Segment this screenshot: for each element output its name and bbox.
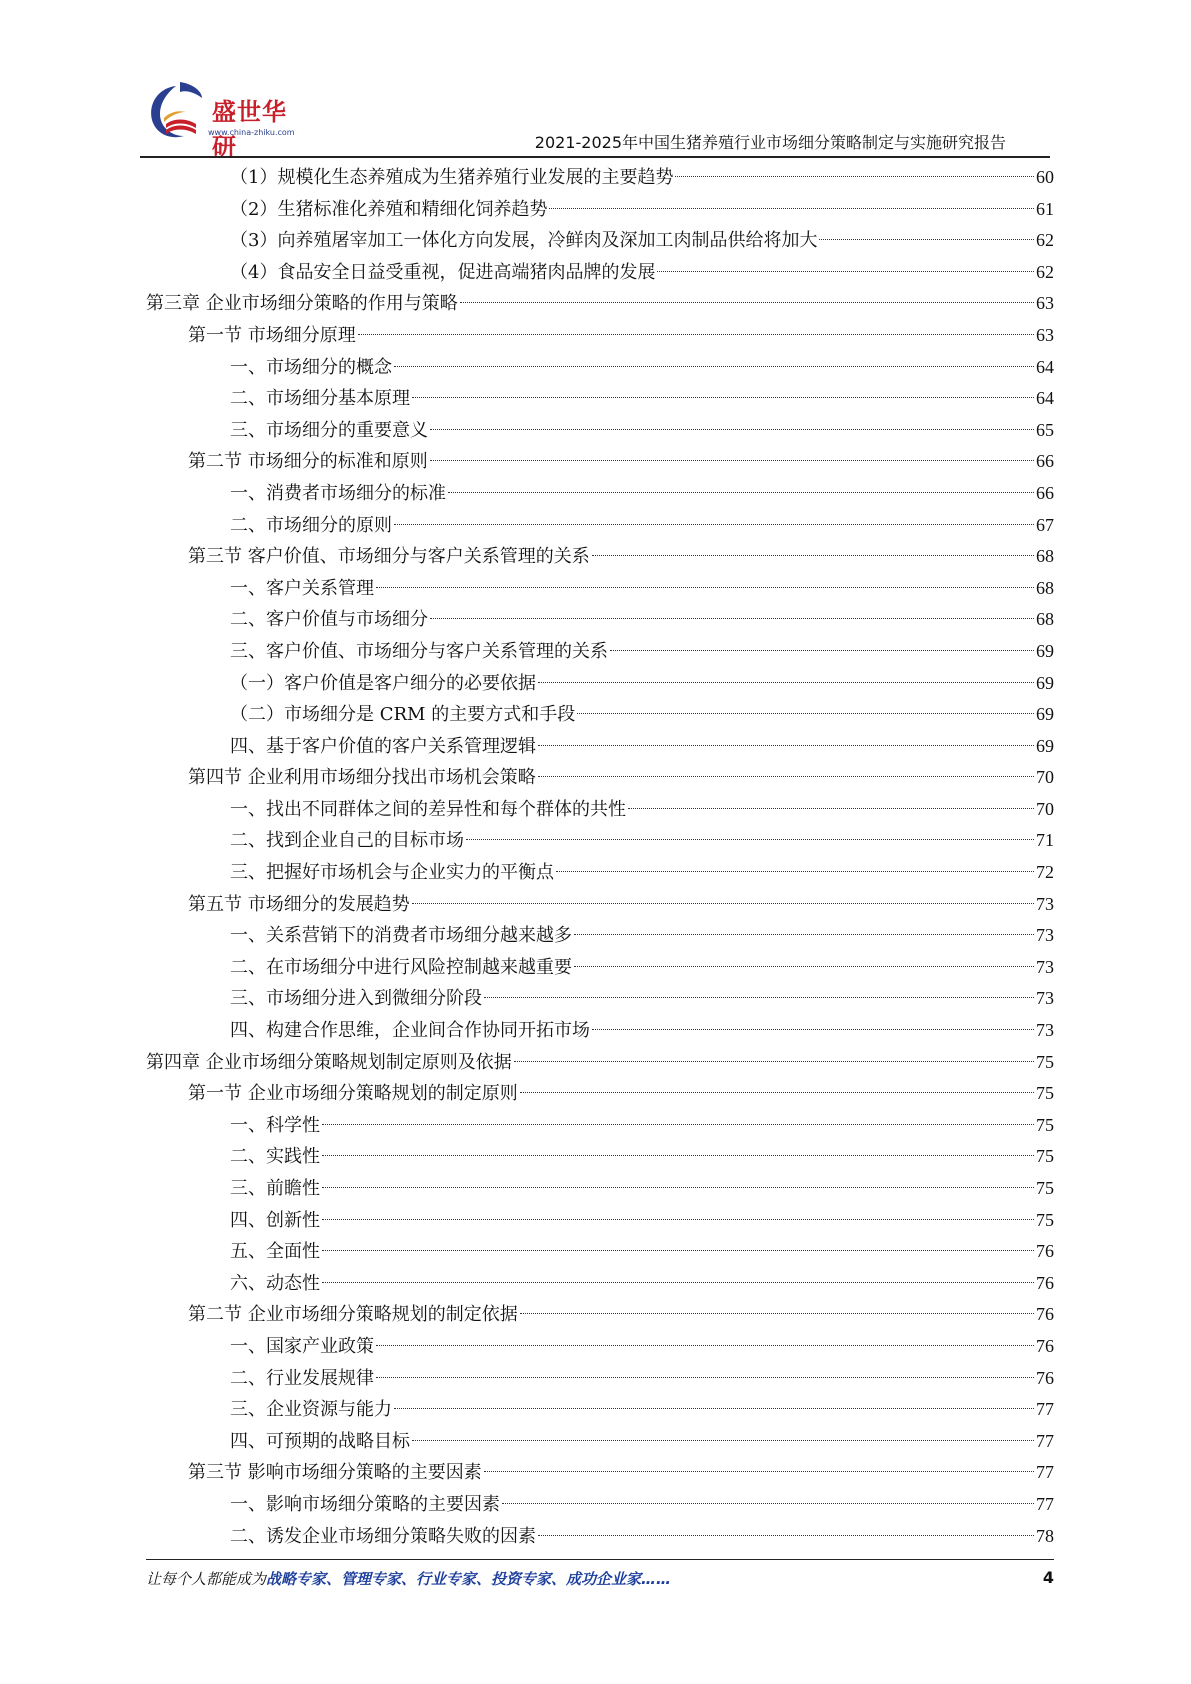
toc-dot-leader (394, 366, 1034, 367)
toc-entry-title: 第四节 企业利用市场细分找出市场机会策略 (188, 767, 536, 789)
toc-entry[interactable] (146, 383, 1054, 415)
toc-entry-title: 二、在市场细分中进行风险控制越来越重要 (230, 956, 572, 978)
toc-entry[interactable] (146, 857, 1054, 889)
toc-entry-page: 68 (1036, 609, 1054, 630)
toc-entry-page: 65 (1036, 419, 1054, 440)
toc-entry[interactable] (146, 1205, 1054, 1237)
toc-dot-leader (430, 429, 1034, 430)
table-of-contents (146, 162, 1054, 1552)
toc-entry-title: （3）向养殖屠宰加工一体化方向发展，冷鲜肉及深加工肉制品供给将加大 (230, 230, 818, 252)
toc-entry-page: 62 (1036, 261, 1054, 282)
toc-dot-leader (412, 903, 1034, 904)
toc-entry-title: （一）客户价值是客户细分的必要依据 (230, 672, 536, 694)
toc-entry-title: 一、消费者市场细分的标准 (230, 482, 446, 504)
toc-entry-page: 75 (1036, 1114, 1054, 1135)
toc-dot-leader (502, 1503, 1034, 1504)
logo-url: www.china-zhiku.com (208, 128, 295, 137)
toc-dot-leader (466, 839, 1034, 840)
toc-entry[interactable] (146, 288, 1054, 320)
toc-dot-leader (819, 239, 1034, 240)
toc-entry-title: 第二节 市场细分的标准和原则 (188, 451, 428, 473)
toc-entry-title: 二、诱发企业市场细分策略失败的因素 (230, 1525, 536, 1547)
toc-entry[interactable] (146, 541, 1054, 573)
toc-entry-page: 77 (1036, 1493, 1054, 1514)
toc-entry-title: 一、科学性 (230, 1114, 320, 1136)
toc-entry-page: 77 (1036, 1430, 1054, 1451)
toc-entry-page: 73 (1036, 893, 1054, 914)
toc-entry[interactable] (146, 1268, 1054, 1300)
toc-entry-page: 76 (1036, 1367, 1054, 1388)
toc-entry[interactable] (146, 1047, 1054, 1079)
logo-emblem-icon (140, 78, 210, 148)
toc-entry-title: 一、客户关系管理 (230, 577, 374, 599)
toc-entry-title: 三、市场细分的重要意义 (230, 419, 428, 441)
toc-entry-title: 三、企业资源与能力 (230, 1399, 392, 1421)
toc-dot-leader (592, 555, 1034, 556)
toc-entry[interactable] (146, 1078, 1054, 1110)
toc-dot-leader (577, 713, 1034, 714)
toc-entry-title: 二、找到企业自己的目标市场 (230, 830, 464, 852)
toc-entry[interactable] (146, 794, 1054, 826)
toc-entry-title: 第三节 客户价值、市场细分与客户关系管理的关系 (188, 546, 590, 568)
toc-entry-title: （4）食品安全日益受重视，促进高端猪肉品牌的发展 (230, 261, 656, 283)
toc-entry[interactable] (146, 1489, 1054, 1521)
toc-entry-page: 73 (1036, 956, 1054, 977)
toc-entry-page: 75 (1036, 1178, 1054, 1198)
toc-entry[interactable] (146, 446, 1054, 478)
toc-dot-leader (376, 1377, 1034, 1378)
toc-dot-leader (675, 176, 1034, 177)
toc-dot-leader (574, 966, 1034, 967)
toc-entry-title: 一、关系营销下的消费者市场细分越来越多 (230, 925, 572, 947)
toc-entry-page: 73 (1036, 925, 1054, 946)
toc-entry-page: 71 (1036, 830, 1054, 851)
toc-entry[interactable] (146, 257, 1054, 289)
toc-entry-title: 一、找出不同群体之间的差异性和每个群体的共性 (230, 798, 626, 820)
toc-entry[interactable] (146, 604, 1054, 636)
toc-entry-page: 69 (1036, 735, 1054, 756)
toc-entry-page: 61 (1036, 198, 1054, 219)
toc-dot-leader (322, 1250, 1034, 1251)
toc-dot-leader (460, 302, 1034, 303)
toc-entry-title: 第五节 市场细分的发展趋势 (188, 893, 410, 915)
toc-dot-leader (322, 1219, 1034, 1220)
toc-entry-page: 63 (1036, 293, 1054, 314)
toc-dot-leader (514, 1061, 1034, 1062)
toc-entry-page: 77 (1036, 1399, 1054, 1420)
toc-dot-leader (322, 1282, 1034, 1283)
toc-dot-leader (376, 587, 1034, 588)
footer-slogan-prefix: 让每个人都能成为 (146, 1570, 267, 1588)
toc-dot-leader (538, 1535, 1034, 1536)
toc-entry-title: 五、全面性 (230, 1241, 320, 1263)
toc-dot-leader (358, 334, 1034, 335)
toc-entry-title: 第一节 企业市场细分策略规划的制定原则 (188, 1083, 518, 1105)
toc-entry-page: 70 (1036, 798, 1054, 819)
toc-entry[interactable] (146, 825, 1054, 857)
toc-entry-page: 76 (1036, 1304, 1054, 1325)
toc-entry[interactable] (146, 1015, 1054, 1047)
toc-entry[interactable] (146, 668, 1054, 700)
page-header (140, 78, 1050, 161)
toc-entry-title: 四、构建合作思维，企业间合作协同开拓市场 (230, 1020, 590, 1042)
toc-dot-leader (657, 271, 1034, 272)
toc-entry-page: 75 (1036, 1146, 1054, 1167)
toc-dot-leader (448, 492, 1034, 493)
toc-entry-title: 四、基于客户价值的客户关系管理逻辑 (230, 735, 536, 757)
toc-entry-title: 二、行业发展规律 (230, 1367, 374, 1389)
toc-entry-page: 63 (1036, 324, 1054, 345)
toc-entry[interactable] (146, 510, 1054, 542)
toc-entry-page: 72 (1036, 862, 1054, 883)
toc-entry-title: 二、客户价值与市场细分 (230, 609, 428, 631)
toc-entry-page: 73 (1036, 988, 1054, 1009)
toc-dot-leader (549, 208, 1034, 209)
toc-entry-title: 六、动态性 (230, 1272, 320, 1294)
toc-dot-leader (538, 776, 1034, 777)
toc-entry[interactable] (146, 352, 1054, 384)
toc-entry-page: 75 (1036, 1209, 1054, 1230)
logo-text: 盛世华研 (212, 98, 287, 161)
toc-entry[interactable] (146, 225, 1054, 257)
toc-entry-page: 64 (1036, 356, 1054, 377)
toc-entry-title: 一、影响市场细分策略的主要因素 (230, 1493, 500, 1515)
toc-entry-page: 68 (1036, 546, 1054, 567)
toc-entry[interactable] (146, 415, 1054, 447)
toc-dot-leader (520, 1092, 1034, 1093)
toc-entry-title: 四、创新性 (230, 1209, 320, 1231)
toc-dot-leader (412, 397, 1034, 398)
toc-entry-page: 69 (1036, 704, 1054, 725)
toc-entry[interactable] (146, 1457, 1054, 1489)
toc-entry-title: 第三节 影响市场细分策略的主要因素 (188, 1462, 482, 1484)
header-divider (140, 156, 1050, 158)
toc-entry-title: 一、国家产业政策 (230, 1335, 374, 1357)
toc-dot-leader (538, 745, 1034, 746)
toc-entry-page: 62 (1036, 230, 1054, 251)
toc-entry[interactable] (146, 731, 1054, 763)
toc-entry-title: 三、客户价值、市场细分与客户关系管理的关系 (230, 640, 608, 662)
toc-entry[interactable] (146, 762, 1054, 794)
toc-entry-title: 第二节 企业市场细分策略规划的制定依据 (188, 1304, 518, 1326)
toc-entry[interactable] (146, 920, 1054, 952)
toc-entry-page: 78 (1036, 1525, 1054, 1546)
toc-entry[interactable] (146, 983, 1054, 1015)
toc-entry-title: （二）市场细分是 CRM 的主要方式和手段 (230, 704, 576, 726)
toc-dot-leader (430, 618, 1034, 619)
toc-entry-title: 三、市场细分进入到微细分阶段 (230, 988, 482, 1010)
toc-dot-leader (322, 1124, 1034, 1125)
toc-entry[interactable] (146, 1141, 1054, 1173)
toc-dot-leader (556, 871, 1034, 872)
toc-entry[interactable] (146, 1363, 1054, 1395)
toc-entry-title: 一、市场细分的概念 (230, 356, 392, 378)
toc-entry-page: 68 (1036, 577, 1054, 598)
toc-entry[interactable] (146, 162, 1054, 194)
toc-dot-leader (538, 682, 1034, 683)
toc-dot-leader (430, 460, 1034, 461)
toc-entry-title: 二、市场细分基本原理 (230, 388, 410, 410)
toc-entry-page: 75 (1036, 1083, 1054, 1104)
toc-entry-page: 76 (1036, 1335, 1054, 1356)
toc-dot-leader (412, 1440, 1034, 1441)
toc-dot-leader (394, 524, 1034, 525)
toc-entry-page: 73 (1036, 1020, 1054, 1041)
toc-entry-page: 69 (1036, 640, 1054, 661)
page-footer (146, 1568, 1054, 1596)
toc-dot-leader (394, 1408, 1034, 1409)
toc-entry[interactable] (146, 194, 1054, 226)
toc-entry-title: 三、把握好市场机会与企业实力的平衡点 (230, 862, 554, 884)
toc-entry-title: 二、市场细分的原则 (230, 514, 392, 536)
toc-entry[interactable] (146, 1426, 1054, 1458)
toc-entry-page: 75 (1036, 1051, 1054, 1072)
page-number: 4 (1042, 1568, 1054, 1587)
toc-dot-leader (376, 1345, 1034, 1346)
toc-entry[interactable] (146, 699, 1054, 731)
toc-dot-leader (484, 997, 1034, 998)
toc-entry-page: 60 (1036, 167, 1054, 187)
toc-dot-leader (322, 1187, 1034, 1188)
toc-entry-title: 第一节 市场细分原理 (188, 324, 356, 346)
toc-entry-title: 第四章 企业市场细分策略规划制定原则及依据 (146, 1051, 512, 1073)
toc-entry[interactable] (146, 889, 1054, 921)
toc-entry-page: 66 (1036, 482, 1054, 503)
toc-entry-page: 70 (1036, 767, 1054, 788)
toc-entry-page: 76 (1036, 1272, 1054, 1293)
toc-entry-title: 第三章 企业市场细分策略的作用与策略 (146, 293, 458, 315)
toc-entry-page: 69 (1036, 672, 1054, 693)
toc-dot-leader (628, 808, 1034, 809)
toc-entry[interactable] (146, 952, 1054, 984)
toc-entry[interactable] (146, 1521, 1054, 1553)
footer-divider (146, 1559, 1054, 1560)
toc-dot-leader (484, 1471, 1034, 1472)
toc-entry-title: （2）生猪标准化养殖和精细化饲养趋势 (230, 198, 548, 220)
company-logo (140, 78, 310, 161)
toc-dot-leader (322, 1155, 1034, 1156)
toc-entry[interactable] (146, 320, 1054, 352)
toc-entry[interactable] (146, 636, 1054, 668)
toc-dot-leader (520, 1313, 1034, 1314)
toc-dot-leader (574, 934, 1034, 935)
toc-entry[interactable] (146, 1236, 1054, 1268)
toc-entry-title: （1）规模化生态养殖成为生猪养殖行业发展的主要趋势 (230, 167, 674, 188)
toc-entry[interactable] (146, 1173, 1054, 1205)
toc-entry-page: 77 (1036, 1462, 1054, 1483)
toc-entry-page: 67 (1036, 514, 1054, 535)
toc-entry-page: 64 (1036, 388, 1054, 409)
toc-entry[interactable] (146, 1394, 1054, 1426)
toc-entry-page: 76 (1036, 1241, 1054, 1262)
toc-entry-page: 66 (1036, 451, 1054, 472)
toc-entry-title: 二、实践性 (230, 1146, 320, 1168)
toc-entry-title: 三、前瞻性 (230, 1178, 320, 1199)
toc-entry[interactable] (146, 1331, 1054, 1363)
toc-dot-leader (592, 1029, 1034, 1030)
toc-dot-leader (610, 650, 1034, 651)
toc-entry[interactable] (146, 1299, 1054, 1331)
footer-slogan-highlight: 战略专家、管理专家、行业专家、投资专家、成功企业家…… (266, 1570, 672, 1588)
toc-entry[interactable] (146, 478, 1054, 510)
toc-entry-title: 四、可预期的战略目标 (230, 1430, 410, 1452)
toc-entry[interactable] (146, 1110, 1054, 1142)
document-title: 2021-2025年中国生猪养殖行业市场细分策略制定与实施研究报告 (534, 133, 1006, 152)
toc-entry[interactable] (146, 573, 1054, 605)
